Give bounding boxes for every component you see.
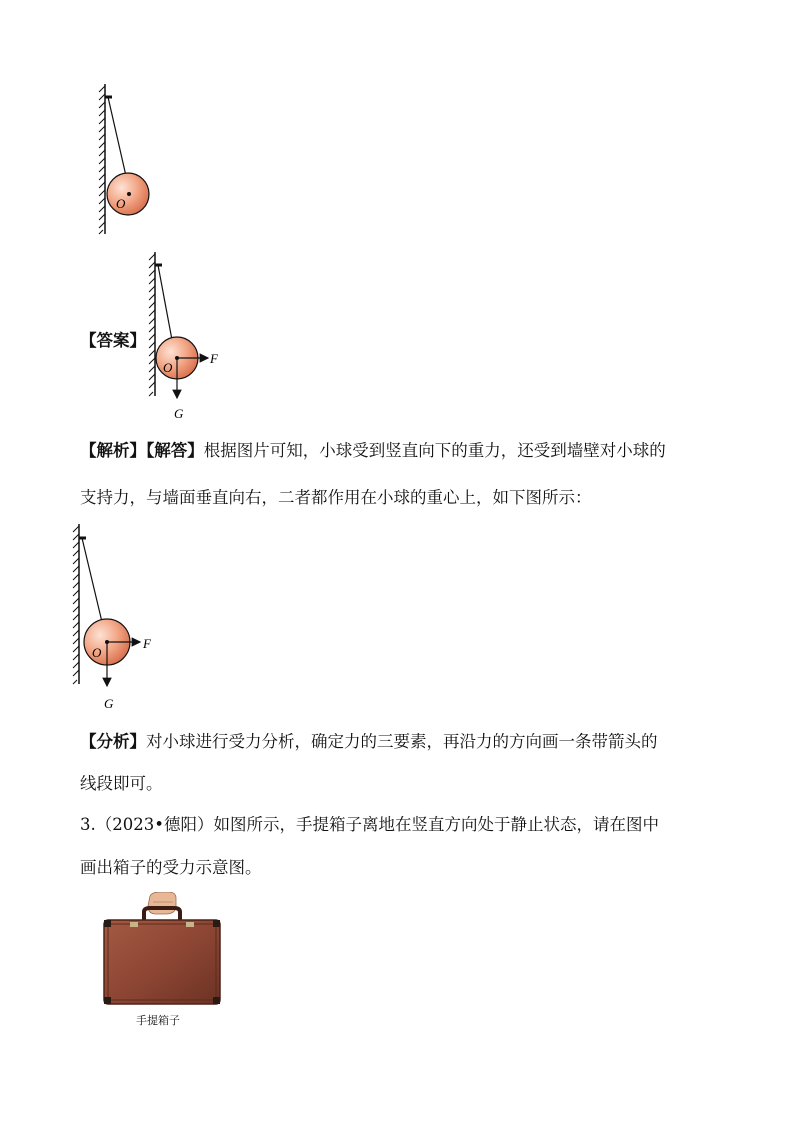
figure-ball-on-wall [96,82,160,238]
fenxi-line-1 [80,732,760,752]
center-label: O [116,196,126,211]
string [82,538,102,622]
latch [186,922,194,927]
suitcase-caption: 手提箱子 [136,1014,180,1027]
center-dot [127,192,131,196]
latch [130,922,138,927]
center-label: O [92,645,102,660]
corner-protector [213,920,220,927]
figure-answer-forces [146,250,226,426]
string [108,97,126,176]
force-f-label: F [210,351,218,366]
answer-tag: 【答案】 [80,331,146,350]
force-g-label: G [104,696,114,711]
hand-icon [148,892,176,914]
question3-line-1: 3.（2023•德阳）如图所示，手提箱子离地在竖直方向处于静止状态，请在图中 [80,815,659,834]
corner-protector [213,997,220,1004]
wall-hatching [99,86,105,234]
fenxi-text-1: 对小球进行受力分析，确定力的三要素，再沿力的方向画一条带箭头的 [146,732,658,751]
figure-suitcase [100,892,224,1008]
corner-protector [104,997,111,1004]
analysis-line-1 [80,441,760,461]
question3-line-2: 画出箱子的受力示意图。 [80,858,262,877]
case-body [104,920,220,1004]
analysis-line-2: 支持力，与墙面垂直向右，二者都作用在小球的重心上，如下图所示： [80,488,592,507]
force-g-label: G [174,406,184,421]
center-label: O [163,360,173,375]
figure-analysis-forces [70,522,170,714]
fenxi-line-2: 线段即可。 [80,774,163,793]
fenxi-tag: 【分析】 [80,732,146,751]
wall-hatching [73,526,79,684]
string [158,265,172,340]
analysis-text-1: 根据图片可知，小球受到竖直向下的重力，还受到墙壁对小球的 [203,441,666,460]
force-f-label: F [143,636,151,651]
analysis-tags: 【解析】【解答】 [80,441,204,460]
wall-hatching [149,254,155,396]
corner-protector [104,920,111,927]
